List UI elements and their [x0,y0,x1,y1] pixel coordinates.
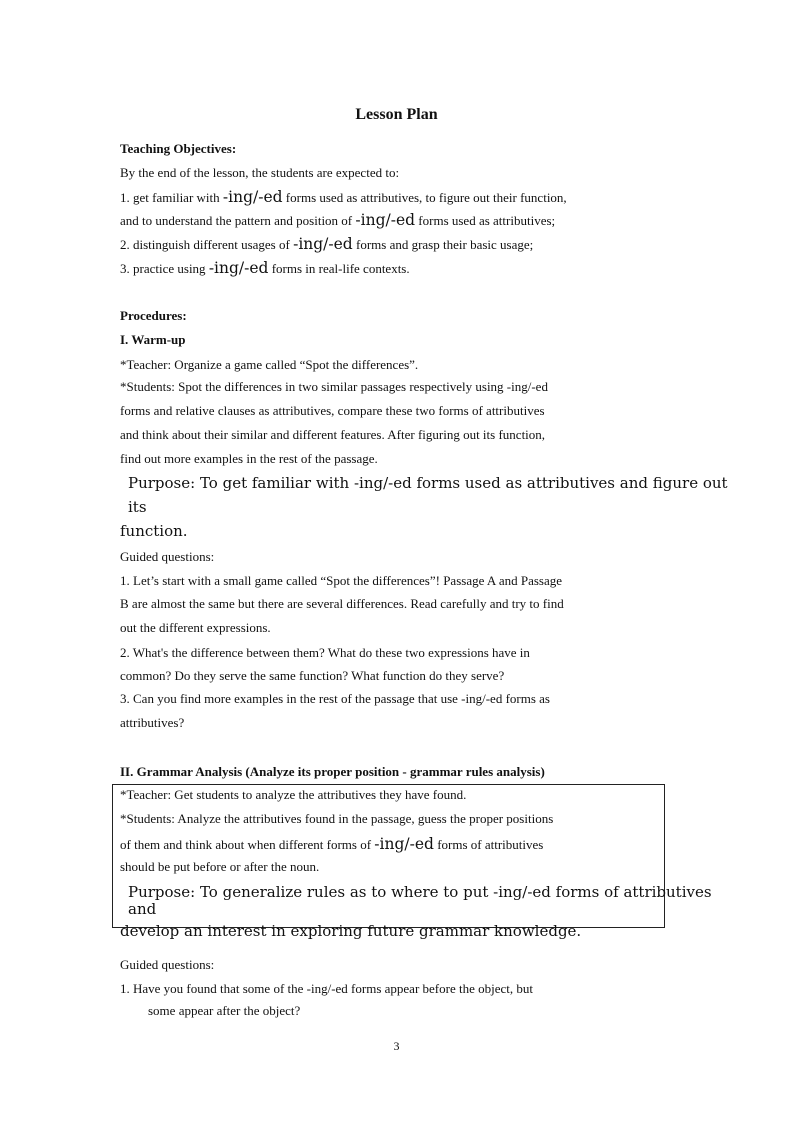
grammar-guided-heading: Guided questions: [120,957,215,972]
warmup-students-line-2: forms and relative clauses as attributives, compare these two forms of attributives [120,403,545,418]
text: and to understand the pattern and position of [120,213,353,228]
grammar-students-line-1: *Students: Analyze the attributives found in the passage, guess the proper positions [120,811,554,826]
warmup-purpose-line-3: function. [120,522,188,540]
text: of them and think about when different forms of [120,837,372,852]
text: forms used as attributives, to figure out their function, [285,190,567,205]
grammar-heading: II. Grammar Analysis (Analyze its proper position - grammar rules analysis) [120,764,545,779]
ing-ed-term: -ing/-ed [374,835,434,853]
warmup-students-line-1: *Students: Spot the differences in two similar passages respectively using -ing/-ed [120,379,548,394]
text: 3. practice using [120,261,206,276]
warmup-purpose-line-1: Purpose: To get familiar with -ing/-ed forms used as attributives and figure out [128,474,728,492]
grammar-purpose-line-1: Purpose: To generalize rules as to where to put -ing/-ed forms of attributives [128,883,712,901]
ing-ed-term: -ing/-ed [355,211,416,229]
text: forms of attributives [437,837,544,852]
warmup-q3-line-2: attributives? [120,715,185,730]
grammar-purpose-line-2: and [128,900,157,918]
warmup-q1-line-1: 1. Let’s start with a small game called “Spot the differences”! Passage A and Passage [120,573,562,588]
grammar-teacher: *Teacher: Get students to analyze the attributives they have found. [120,787,467,802]
text: forms used as attributives; [418,213,556,228]
warmup-purpose-line-2: its [128,498,147,516]
ing-ed-term: -ing/-ed [222,188,283,206]
warmup-q2-line-2: common? Do they serve the same function? What function do they serve? [120,668,505,683]
grammar-purpose-line-3: develop an interest in exploring future grammar knowledge. [120,922,582,940]
warmup-guided-heading: Guided questions: [120,549,215,564]
objectives-intro: By the end of the lesson, the students are expected to: [120,165,400,180]
objective-item-1-line-1 [120,188,567,206]
text: forms in real-life contexts. [271,261,410,276]
warmup-q3-line-1: 3. Can you find more examples in the rest of the passage that use -ing/-ed forms as [120,691,550,706]
grammar-box [112,784,665,928]
text: 2. distinguish different usages of [120,237,290,252]
text: 1. get familiar with [120,190,220,205]
ing-ed-term: -ing/-ed [208,259,269,277]
warmup-students-line-3: and think about their similar and different features. After figuring out its function, [120,427,546,442]
objective-item-3 [120,259,410,277]
warmup-q2-line-1: 2. What's the difference between them? What do these two expressions have in [120,645,530,660]
procedures-heading: Procedures: [120,308,187,323]
grammar-q1-line-1: 1. Have you found that some of the -ing/-ed forms appear before the object, but [120,981,533,996]
grammar-students-line-2 [120,835,543,853]
warmup-teacher: *Teacher: Organize a game called “Spot the differences”. [120,357,419,372]
ing-ed-term: -ing/-ed [293,235,353,253]
warmup-q1-line-3: out the different expressions. [120,620,271,635]
page-title: Lesson Plan [355,106,438,123]
warmup-students-line-4: find out more examples in the rest of the passage. [120,451,378,466]
warmup-q1-line-2: B are almost the same but there are several differences. Read carefully and try to find [120,596,564,611]
page-number: 3 [393,1039,400,1053]
objective-item-2 [120,235,533,253]
objectives-heading: Teaching Objectives: [120,141,237,156]
grammar-q1-line-2: some appear after the object? [148,1003,301,1018]
text: forms and grasp their basic usage; [355,237,534,252]
warmup-heading: I. Warm-up [120,332,186,347]
objective-item-1-line-2 [120,211,555,229]
grammar-students-line-3: should be put before or after the noun. [120,859,320,874]
